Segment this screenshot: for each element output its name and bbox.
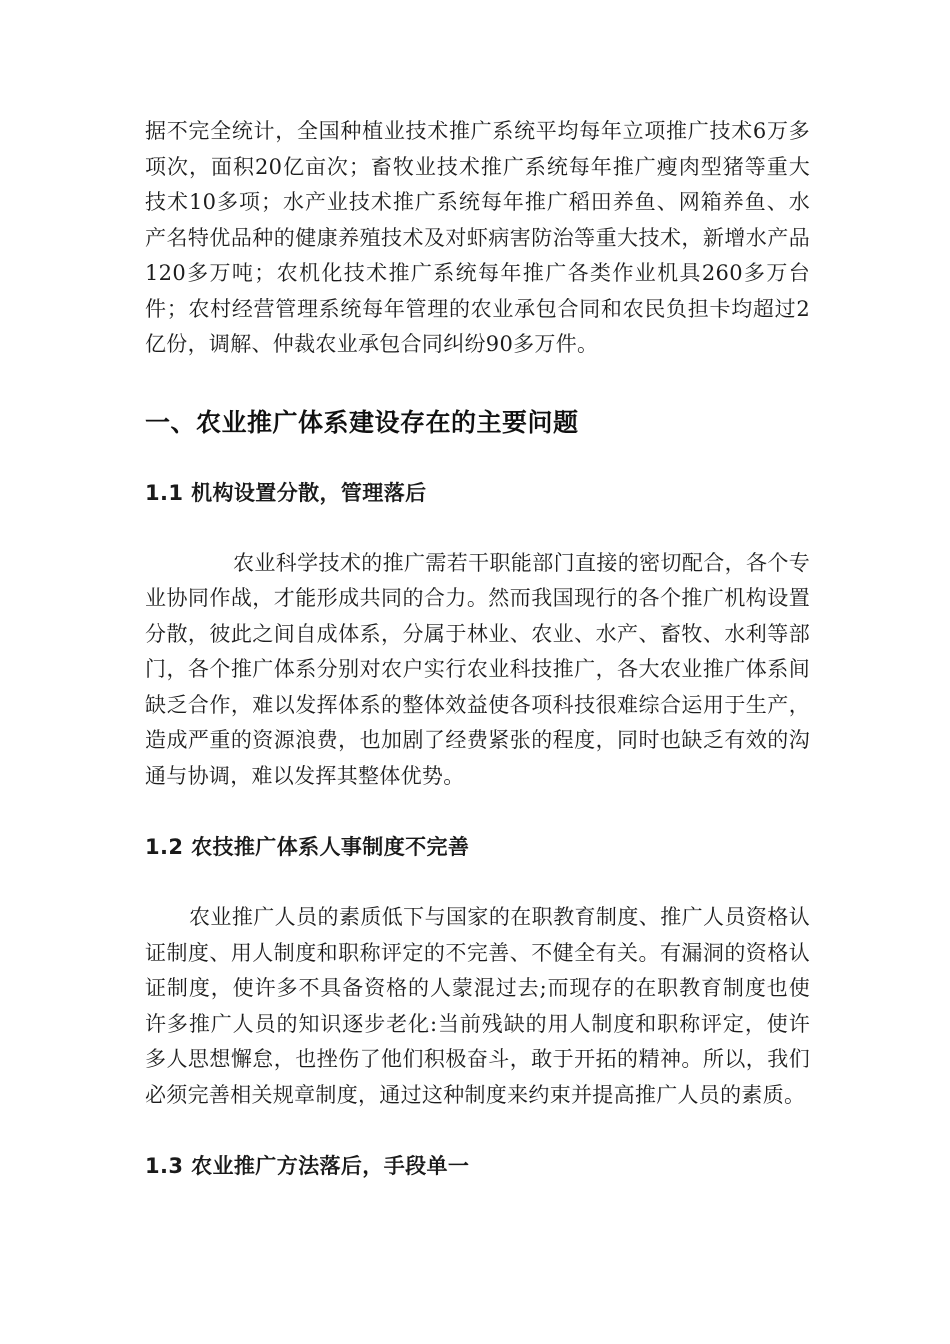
spacer	[145, 794, 810, 830]
spacer	[145, 864, 810, 900]
spacer	[145, 441, 810, 476]
subsection-title-1-1: 1.1 机构设置分散，管理落后	[145, 480, 427, 505]
subsection-body-1-2: 农业推广人员的素质低下与国家的在职教育制度、推广人员资格认证制度、用人制度和职称评定的不完善、不健全有关。有漏洞的资格认证制度，使许多不具备资格的人蒙混过去;而现存的在职教育制度也使许多推广人员的知识逐步老化:当前残缺的用人制度和职称评定，使许多人思想懈怠，也挫伤了他们积极奋斗，敢于开拓的精神。所以，我们必须完善相关规章制度，通过这种制度来约束并提高推广人员的素质。	[145, 905, 810, 1107]
subsection-title-1-3: 1.3 农业推广方法落后，手段单一	[145, 1154, 470, 1178]
intro-paragraph: 据不完全统计，全国种植业技术推广系统平均每年立项推广技术6万多项次，面积20亿亩次；畜牧业技术推广系统每年推广瘦肉型猪等重大技术10多项；水产业技术推广系统每年推广稻田养鱼、网箱养鱼、水产名特优品种的健康养殖技术及对虾病害防治等重大技术，新增水产品120多万吨；农机化技术推广系统每年推广各类作业机具260多万台件；农村经营管理系统每年管理的农业承包合同和农民负担卡均超过2亿份，调解、仲裁农业承包合同纠纷90多万件。	[145, 119, 810, 356]
subsection-title-1-2: 1.2 农技推广体系人事制度不完善	[145, 835, 470, 859]
section-title: 一、农业推广体系建设存在的主要问题	[145, 407, 579, 437]
document-body	[145, 114, 810, 1183]
spacer	[145, 510, 810, 546]
spacer	[145, 1113, 810, 1149]
subsection-body-1-1: 农业科学技术的推广需若干职能部门直接的密切配合，各个专业协同作战，才能形成共同的合力。然而我国现行的各个推广机构设置分散，彼此之间自成体系，分属于林业、农业、水产、畜牧、水利等部门，各个推广体系分别对农户实行农业科技推广，各大农业推广体系间缺乏合作，难以发挥体系的整体效益使各项科技很难综合运用于生产，造成严重的资源浪费，也加剧了经费紧张的程度，同时也缺乏有效的沟通与协调，难以发挥其整体优势。	[145, 550, 810, 788]
